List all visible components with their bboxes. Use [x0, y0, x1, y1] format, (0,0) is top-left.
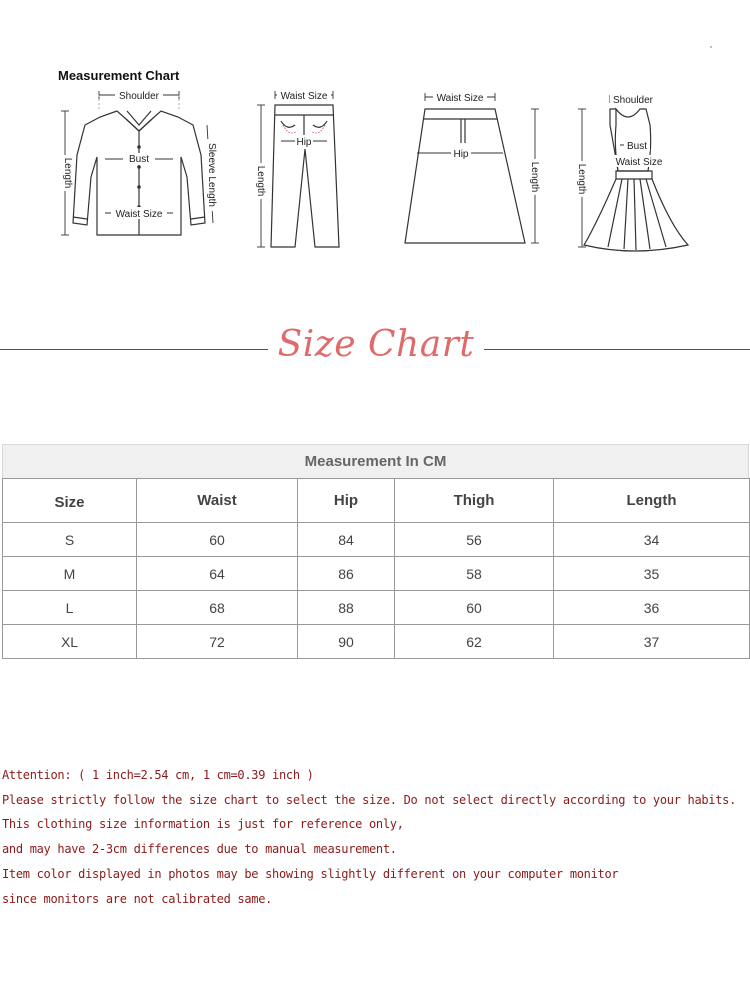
dress-length-label: Length [576, 163, 587, 195]
shirt-drawing [55, 85, 225, 255]
shirt-shoulder-label: Shoulder [118, 91, 160, 102]
pants-drawing [245, 85, 355, 255]
shirt-sleeve-length-label: Sleeve Length [206, 143, 217, 207]
size-table [2, 478, 750, 659]
shirt-waist-label: Waist Size [115, 209, 163, 220]
note-line: Please strictly follow the size chart to select the size. Do not select directly according to your habits. [2, 792, 737, 807]
header-length: Length [554, 479, 750, 523]
cell-thigh: 56 [395, 523, 554, 557]
table-caption: Measurement In CM [2, 444, 749, 478]
cell-length: 35 [554, 557, 750, 591]
size-chart-heading [0, 320, 750, 370]
dress-bust-label: Bust [626, 141, 648, 152]
cell-hip: 88 [298, 591, 395, 625]
pants-hip-label: Hip [296, 137, 312, 148]
table-row [3, 557, 750, 591]
header-size: Size [3, 479, 137, 523]
pants-waist-label: Waist Size [280, 91, 328, 102]
cell-length: 36 [554, 591, 750, 625]
shirt-length-label: Length [62, 157, 73, 189]
note-attention: Attention: ( 1 inch=2.54 cm, 1 cm=0.39 inch ) [2, 768, 314, 782]
cell-size: M [3, 557, 137, 591]
cell-size: S [3, 523, 137, 557]
skirt-waist-label: Waist Size [436, 93, 484, 104]
cell-waist: 64 [137, 557, 298, 591]
cell-hip: 84 [298, 523, 395, 557]
cell-waist: 60 [137, 523, 298, 557]
note-line: and may have 2-3cm differences due to manual measurement. [2, 842, 397, 857]
pants-diagram [245, 85, 355, 255]
cell-hip: 90 [298, 625, 395, 659]
shirt-diagram [55, 85, 225, 255]
shirt-bust-label: Bust [128, 154, 150, 165]
dress-diagram [570, 85, 700, 255]
dress-drawing [570, 85, 700, 255]
cell-size: XL [3, 625, 137, 659]
measurement-chart-title: Measurement Chart [58, 68, 180, 83]
cell-length: 34 [554, 523, 750, 557]
cell-waist: 68 [137, 591, 298, 625]
heading-divider-left [0, 349, 268, 350]
note-line: This clothing size information is just for reference only, [2, 817, 404, 832]
cell-waist: 72 [137, 625, 298, 659]
size-chart-title: Size Chart [277, 324, 475, 365]
cell-thigh: 60 [395, 591, 554, 625]
note-line: since monitors are not calibrated same. [2, 891, 273, 906]
decorative-dot [710, 46, 712, 48]
skirt-length-label: Length [529, 161, 540, 193]
heading-divider-right [484, 349, 750, 350]
table-row [3, 591, 750, 625]
dress-waist-label: Waist Size [615, 157, 663, 168]
header-thigh: Thigh [395, 479, 554, 523]
notes-section [2, 763, 748, 911]
skirt-hip-label: Hip [453, 149, 469, 160]
table-header-row [3, 479, 750, 523]
cell-size: L [3, 591, 137, 625]
table-row [3, 625, 750, 659]
note-line: Item color displayed in photos may be showing slightly different on your computer monitor [2, 866, 619, 881]
cell-thigh: 58 [395, 557, 554, 591]
size-table-container [2, 444, 749, 659]
skirt-diagram [395, 85, 555, 255]
header-waist: Waist [137, 479, 298, 523]
table-row [3, 523, 750, 557]
skirt-drawing [395, 85, 555, 255]
cell-length: 37 [554, 625, 750, 659]
dress-shoulder-label: Shoulder [612, 95, 654, 106]
pants-length-label: Length [255, 165, 266, 197]
cell-hip: 86 [298, 557, 395, 591]
header-hip: Hip [298, 479, 395, 523]
cell-thigh: 62 [395, 625, 554, 659]
